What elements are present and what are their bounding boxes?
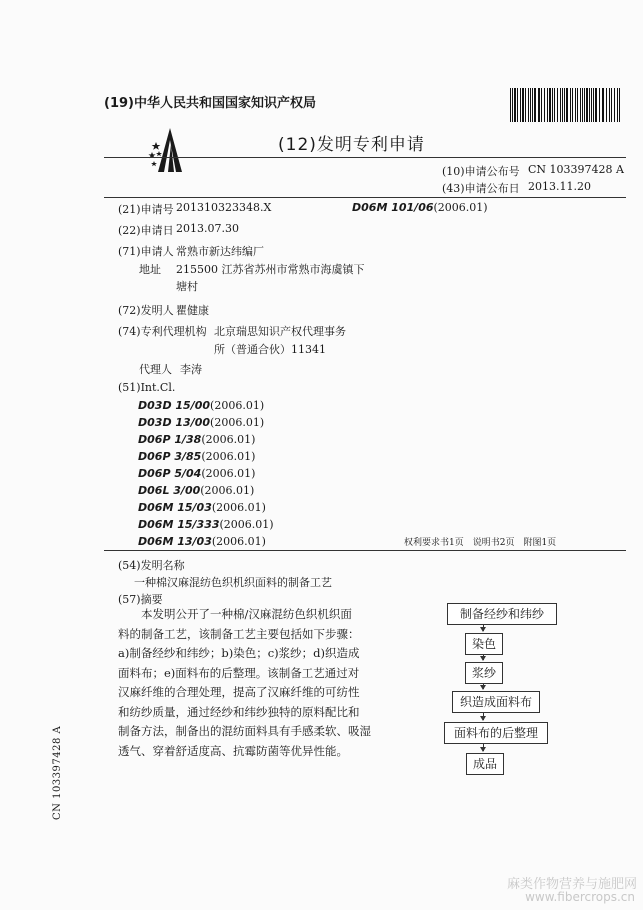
int-cl-code: D06P 3/85 (138, 450, 202, 463)
agent-label: 代理人 (139, 363, 172, 376)
application-number: 201310323348.X (176, 201, 272, 214)
int-cl-code: D06M 15/333 (138, 518, 220, 531)
publication-number: CN 103397428 A (528, 163, 624, 176)
authority-name: (19)中华人民共和国国家知识产权局 (104, 96, 316, 111)
applicant-label: (71)申请人 (118, 245, 174, 258)
int-cl-item (138, 433, 255, 446)
int-cl-version: (2006.01) (219, 518, 274, 531)
flowchart-arrow (483, 625, 484, 631)
agency-line-2: 所（普通合伙）11341 (214, 343, 326, 356)
application-number-label: (21)申请号 (118, 203, 174, 216)
int-cl-code: D03D 13/00 (138, 416, 211, 429)
flowchart-step: 织造成面料布 (452, 691, 540, 713)
header-divider (104, 157, 626, 158)
int-cl-label: (51)Int.Cl. (118, 381, 176, 394)
abstract-line: 制备方法，制备出的混纺面料具有手感柔软、吸湿 (118, 724, 371, 738)
abstract-line: 透气、穿着舒适度高、抗霉防菌等优异性能。 (118, 743, 348, 758)
int-cl-code: D06L 3/00 (138, 484, 201, 497)
int-cl-version: (2006.01) (201, 433, 256, 446)
int-cl-item (138, 399, 264, 412)
int-cl-item (138, 416, 264, 429)
abstract-line: 面料布；e)面料布的后整理。该制备工艺通过对 (118, 665, 360, 680)
int-cl-code: D03D 15/00 (138, 399, 211, 412)
inventor-label: (72)发明人 (118, 304, 174, 317)
invention-title: 一种棉汉麻混纺色织机织面料的制备工艺 (134, 576, 332, 589)
int-cl-version: (2006.01) (210, 416, 265, 429)
abstract-line: 和纺纱质量，通过经纱和纬纱独特的原料配比和 (118, 704, 360, 719)
int-cl-version: (2006.01) (200, 484, 255, 497)
publication-date: 2013.11.20 (528, 180, 591, 193)
applicant-name: 常熟市新达纬编厂 (176, 245, 264, 258)
int-cl-item (138, 450, 255, 463)
publication-number-label: (10)申请公布号 (442, 165, 520, 178)
address-line-2: 塘村 (176, 280, 198, 293)
flowchart-arrow (483, 684, 484, 689)
int-cl-version: (2006.01) (210, 399, 265, 412)
flowchart-arrow (483, 713, 484, 720)
flowchart-arrow (483, 744, 484, 751)
document-kind-title: (12)发明专利申请 (278, 135, 425, 155)
right-ipc-code (352, 201, 488, 214)
agency-label: (74)专利代理机构 (118, 325, 207, 338)
int-cl-version: (2006.01) (211, 501, 266, 514)
right-ipc-version: (2006.01) (433, 201, 488, 214)
abstract-line: 汉麻纤维的合理处理，提高了汉麻纤维的可纺性 (118, 685, 360, 699)
application-date-label: (22)申请日 (118, 224, 174, 237)
int-cl-version: (2006.01) (211, 535, 266, 548)
int-cl-code: D06P 5/04 (138, 467, 202, 480)
agent-name: 李涛 (180, 363, 202, 376)
int-cl-code: D06M 15/03 (138, 501, 212, 514)
flowchart-step: 成品 (466, 753, 504, 775)
int-cl-item (138, 467, 255, 480)
flowchart-arrow (483, 655, 484, 660)
barcode (510, 88, 622, 122)
address-label: 地址 (139, 263, 161, 276)
publication-date-label: (43)申请公布日 (442, 182, 520, 195)
int-cl-code: D06P 1/38 (138, 433, 202, 446)
abstract-line: a)制备经纱和纬纱；b)染色；c)浆纱；d)织造成 (118, 646, 360, 660)
application-date: 2013.07.30 (176, 222, 239, 235)
int-cl-item (138, 484, 254, 497)
abstract-line: 本发明公开了一种棉/汉麻混纺色织机织面 (118, 607, 352, 621)
abstract-line: 料的制备工艺，该制备工艺主要包括如下步骤： (118, 626, 360, 641)
flowchart-step: 染色 (465, 633, 503, 655)
address-line-1: 215500 江苏省苏州市常熟市海虞镇下 (176, 263, 365, 276)
inventor-name: 瞿健康 (176, 304, 209, 317)
int-cl-item (138, 535, 266, 548)
cnipa-emblem-icon (148, 126, 192, 174)
watermark-title: 麻类作物营养与施肥网 (506, 877, 637, 892)
title-label: (54)发明名称 (118, 559, 185, 572)
int-cl-version: (2006.01) (201, 450, 256, 463)
abstract-label: (57)摘要 (118, 593, 163, 606)
side-publication-number: CN 103397428 A (52, 725, 63, 820)
flowchart-step: 制备经纱和纬纱 (447, 603, 557, 625)
pages-info: 权利要求书1页 说明书2页 附图1页 (404, 538, 557, 548)
biblio-divider (104, 197, 626, 198)
int-cl-code: D06M 13/03 (138, 535, 212, 548)
title-divider (104, 550, 626, 551)
int-cl-item (138, 518, 274, 531)
agency-line-1: 北京瑞思知识产权代理事务 (214, 325, 346, 338)
watermark-url: www.fibercrops.cn (525, 890, 635, 904)
flowchart-step: 浆纱 (465, 662, 503, 684)
int-cl-version: (2006.01) (201, 467, 256, 480)
flowchart-step: 面料布的后整理 (444, 722, 548, 744)
right-ipc-code-text: D06M 101/06 (352, 201, 434, 214)
int-cl-item (138, 501, 266, 514)
